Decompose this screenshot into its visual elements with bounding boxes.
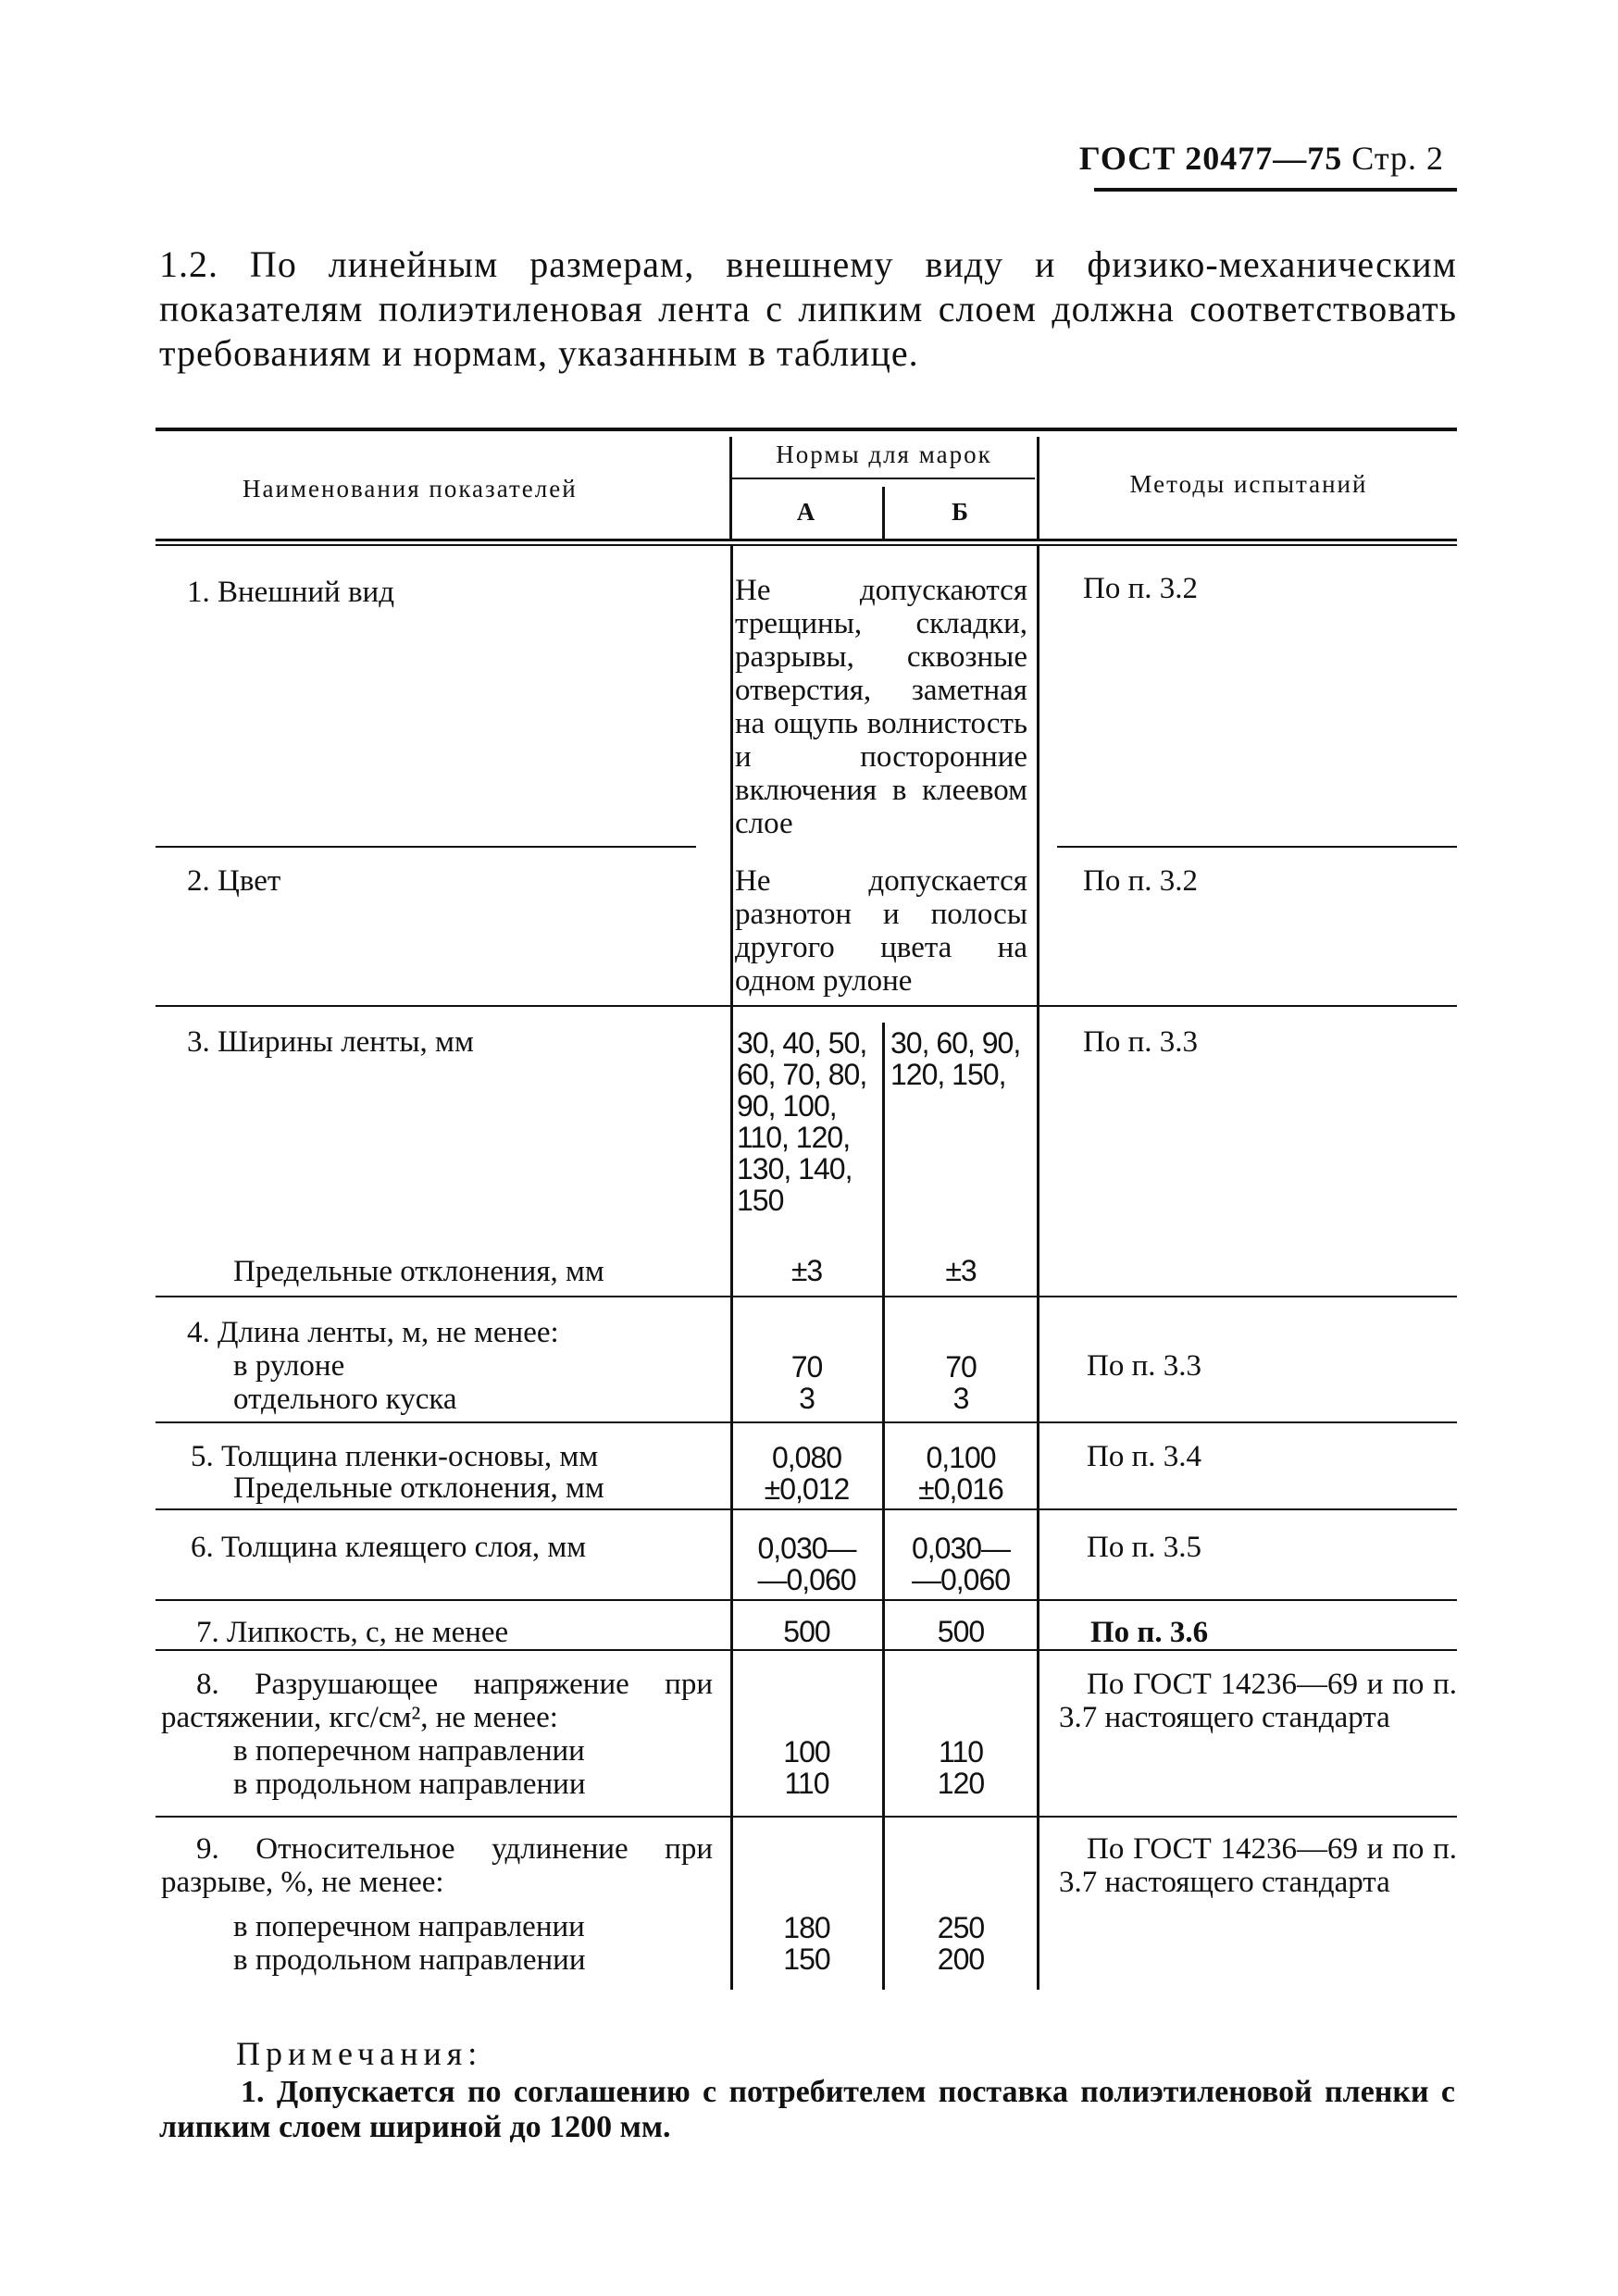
row-3-b-tol: ±3 [945, 1254, 977, 1287]
row-8-name: 8. Разрушающее напряжение при растяжении, кгс/см², не менее: [161, 1668, 713, 1734]
header-methods: Методы испытаний [1129, 470, 1368, 498]
row-6-b1: 0,030— [911, 1532, 1011, 1565]
row-5-b1: 0,100 [926, 1441, 996, 1474]
header-mark-b: Б [952, 498, 970, 526]
row-8-method: По ГОСТ 14236—69 и по п. 3.7 настоящего стандарта [1059, 1668, 1457, 1734]
row-9-sub1: в поперечном направлении [233, 1910, 585, 1943]
header-bottom-rule-2 [156, 544, 1457, 546]
standard-number: ГОСТ 20477—75 [1078, 140, 1343, 177]
header-norms: Нормы для марок [776, 441, 992, 468]
row-4-name: 4. Длина ленты, м, не менее: [187, 1316, 559, 1349]
row-7-a: 500 [783, 1615, 830, 1648]
row-5-a2: ±0,012 [764, 1472, 850, 1506]
row-9-a2: 150 [783, 1942, 830, 1976]
row-1-method: По п. 3.2 [1083, 572, 1198, 605]
row-5-sub: Предельные отклонения, мм [233, 1471, 604, 1505]
row-7-name: 7. Липкость, с, не менее [196, 1616, 509, 1649]
row-6-name: 6. Толщина клеящего слоя, мм [191, 1531, 587, 1564]
row-3-sub: Предельные отклонения, мм [233, 1255, 604, 1288]
row-4-b1: 70 [945, 1350, 977, 1384]
row-8-sub1: в поперечном направлении [233, 1734, 585, 1768]
row-3-a-values: 30, 40, 50, 60, 70, 80, 90, 100, 110, 120, 130, 140, 150 [737, 1026, 867, 1217]
row-9-method: По ГОСТ 14236—69 и по п. 3.7 настоящего стандарта [1059, 1832, 1457, 1899]
row-6-a1: 0,030— [757, 1532, 856, 1565]
row-rule [156, 1296, 1457, 1297]
header-rule [1094, 188, 1457, 192]
header-mark-a: А [796, 498, 817, 526]
row-8-a2: 110 [784, 1767, 829, 1800]
page-header [1079, 139, 1444, 178]
row-4-a1: 70 [790, 1350, 823, 1384]
row-rule [156, 1005, 1457, 1007]
row-rule [156, 1816, 1457, 1818]
row-3-method: По п. 3.3 [1083, 1025, 1198, 1059]
norms-sub-rule [731, 478, 1035, 479]
row-4-a2: 3 [799, 1382, 815, 1415]
row-5-name: 5. Толщина пленки-основы, мм [191, 1440, 599, 1473]
row-3-b-values: 30, 60, 90, 120, 150, [890, 1026, 1021, 1091]
row-5-b2: ±0,016 [918, 1472, 1003, 1506]
row-8-b2: 120 [937, 1767, 985, 1800]
row-9-b2: 200 [937, 1942, 985, 1976]
row-8-b1: 110 [938, 1735, 983, 1769]
notes-title: Примечания: [236, 2035, 483, 2072]
row-2-name: 2. Цвет [187, 864, 281, 898]
row-6-b2: —0,060 [911, 1563, 1011, 1596]
row-rule [156, 1421, 1457, 1423]
header-name: Наименования показателей [243, 475, 578, 503]
header-bottom-rule [156, 539, 1457, 541]
row-1-norm: Не допускаются трещины, складки, разрывы, сквозные отверстия, заметная на ощупь волнистость и посторонние включения в клеевом слое [735, 574, 1027, 840]
row-4-method: По п. 3.3 [1087, 1349, 1201, 1383]
row-6-method: По п. 3.5 [1087, 1531, 1201, 1564]
page-number: Стр. 2 [1351, 140, 1444, 177]
row-3-name: 3. Ширины ленты, мм [187, 1025, 474, 1059]
header-vline-right [1037, 437, 1039, 539]
row-9-a1: 180 [783, 1911, 830, 1944]
row-rule [156, 846, 696, 848]
row-2-norm: Не допускается разнотон и полосы другого цвета на одном рулоне [735, 864, 1027, 998]
row-rule [156, 1649, 1457, 1651]
table-top-rule [156, 428, 1457, 431]
row-4-sub2: отдельного куска [233, 1383, 457, 1416]
row-rule [156, 1599, 1457, 1601]
intro-paragraph: 1.2. По линейным размерам, внешнему виду и физико-механическим показателям полиэтиленовая лента с липким слоем должна соответствовать требованиям и нормам, указанным в таблице. [159, 243, 1457, 374]
row-rule [1057, 846, 1457, 848]
body-vline-right [1037, 546, 1039, 1990]
row-7-method: По п. 3.6 [1090, 1616, 1209, 1649]
row-1-name: 1. Внешний вид [187, 576, 394, 609]
row-9-b1: 250 [937, 1911, 985, 1944]
row-9-name: 9. Относительное удлинение при разрыве, %, не менее: [161, 1832, 713, 1899]
row-6-a2: —0,060 [757, 1563, 856, 1596]
row-rule [156, 1508, 1457, 1510]
row-3-a-tol: ±3 [790, 1254, 823, 1287]
row-8-a1: 100 [783, 1735, 830, 1769]
row-9-sub2: в продольном направлении [233, 1943, 586, 1977]
row-2-method: По п. 3.2 [1083, 864, 1198, 898]
row-7-b: 500 [937, 1615, 985, 1648]
row-5-method: По п. 3.4 [1087, 1440, 1201, 1473]
note-item: 1. Допускается по соглашению с потребителем поставка полиэтиленовой пленки с липким слоем шириной до 1200 мм. [159, 2075, 1455, 2144]
body-vline-mid [882, 1023, 885, 1990]
row-5-a1: 0,080 [771, 1441, 842, 1474]
row-4-b2: 3 [952, 1382, 969, 1415]
row-4-sub1: в рулоне [233, 1349, 345, 1383]
row-8-sub2: в продольном направлении [233, 1768, 586, 1801]
